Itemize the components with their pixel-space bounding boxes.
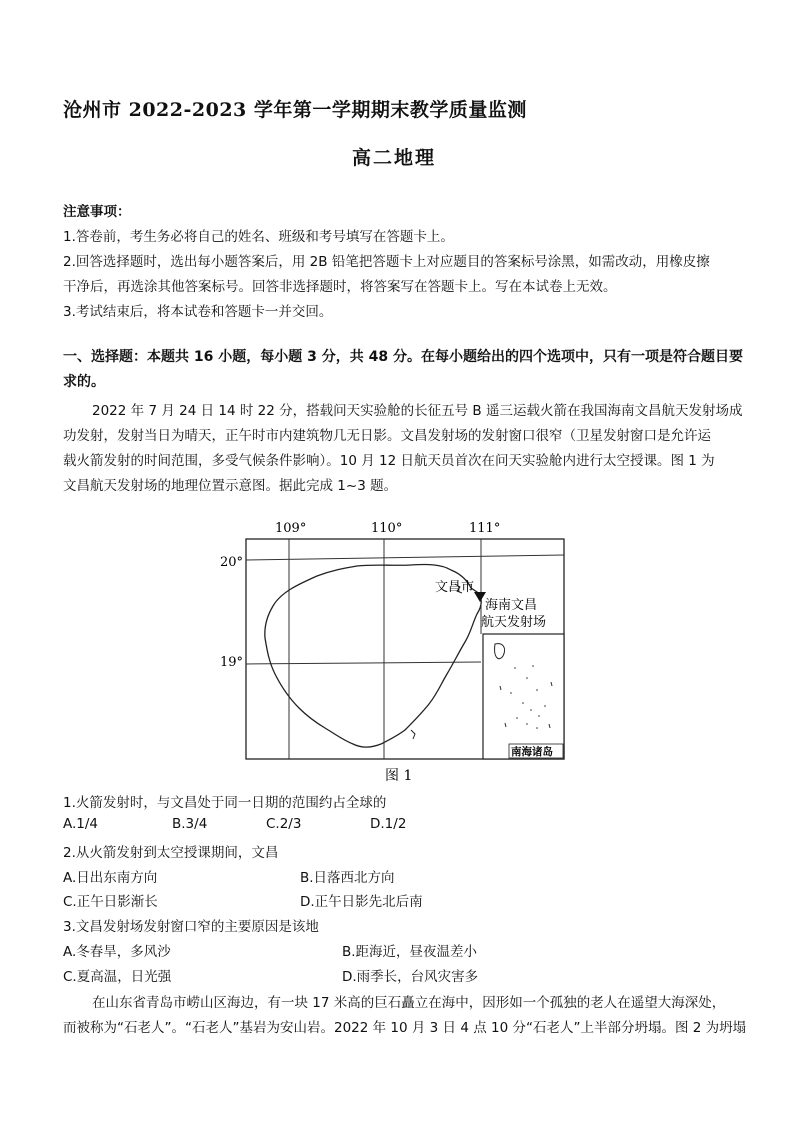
option-a: A.冬春旱，多风沙	[63, 944, 171, 960]
option-b: B.距海近，昼夜温差小	[342, 944, 478, 960]
hainan-map-figure	[215, 518, 575, 788]
section-heading: 一、选择题：本题共 16 小题，每小题 3 分，共 48 分。在每小题给出的四个选项中，只有一项是符合题目要	[63, 349, 743, 365]
passage-line: 而被称为“石老人”。“石老人”基岩为安山岩。2022 年 10 月 3 日 4 点 10 分“石老人”上半部分坍塌。图 2 为坍塌	[63, 1020, 747, 1036]
option-b: B.日落西北方向	[300, 870, 395, 886]
lon-label-110: 110°	[371, 521, 403, 536]
option-c: C.夏高温，日光强	[63, 969, 172, 985]
passage-line: 功发射，发射当日为晴天，正午时市内建筑物几无日影。文昌发射场的发射窗口很窄（卫星发射窗口是允许运	[63, 428, 711, 444]
notes-heading: 注意事项：	[63, 204, 131, 220]
option-d: D.雨季长，台风灾害多	[342, 969, 479, 985]
lon-label-109: 109°	[275, 521, 307, 536]
passage-line: 载火箭发射的时间范围，多受气候条件影响）。10 月 12 日航天员首次在问天实验舱内进行太空授课。图 1 为	[63, 453, 715, 469]
question-stem: 1.火箭发射时，与文昌处于同一日期的范围约占全球的	[63, 795, 387, 811]
option-a: A.1/4	[63, 816, 99, 832]
parallel-19	[246, 662, 481, 664]
note-item: 1.答卷前，考生务必将自己的姓名、班级和考号填写在答题卡上。	[63, 229, 454, 245]
lon-label-111: 111°	[469, 521, 501, 536]
coast-detail	[411, 730, 415, 739]
note-item: 干净后，再选涂其他答案标号。回答非选择题时，将答案写在答题卡上。写在本试卷上无效。	[63, 279, 617, 295]
question-stem: 3.文昌发射场发射窗口窄的主要原因是该地	[63, 919, 319, 935]
lat-label-19: 19°	[220, 655, 244, 670]
note-item: 2.回答选择题时，选出每小题答案后，用 2B 铅笔把答题卡上对应题目的答案标号涂黑，如需改动，用橡皮擦	[63, 254, 710, 270]
option-a: A.日出东南方向	[63, 870, 158, 886]
passage-line: 在山东省青岛市崂山区海边，有一块 17 米高的巨石矗立在海中，因形如一个孤独的老人在遥望大海深处，	[92, 995, 726, 1011]
parallel-20	[246, 555, 564, 560]
launch-site-label-1: 海南文昌	[485, 598, 538, 613]
option-b: B.3/4	[172, 816, 208, 832]
note-item: 3.考试结束后，将本试卷和答题卡一并交回。	[63, 304, 333, 320]
passage-line: 文昌航天发射场的地理位置示意图。据此完成 1~3 题。	[63, 478, 398, 494]
section-heading-cont: 求的。	[63, 374, 105, 390]
lat-label-20: 20°	[220, 555, 244, 570]
exam-subject: 高二地理	[352, 147, 437, 169]
option-d: D.正午日影先北后南	[300, 894, 423, 910]
option-c: C.正午日影渐长	[63, 894, 158, 910]
question-stem: 2.从火箭发射到太空授课期间，文昌	[63, 845, 279, 861]
inset-label: 南海诸岛	[511, 746, 553, 758]
option-d: D.1/2	[370, 816, 407, 832]
exam-title: 沧州市 2022-2023 学年第一学期期末教学质量监测	[63, 99, 527, 121]
city-label: 文昌市	[435, 580, 475, 595]
option-c: C.2/3	[266, 816, 302, 832]
launch-site-label-2: 航天发射场	[481, 615, 547, 630]
figure-caption: 图 1	[385, 768, 413, 784]
passage-line: 2022 年 7 月 24 日 14 时 22 分，搭载问天实验舱的长征五号 B 遥三运载火箭在我国海南文昌航天发射场成	[92, 403, 743, 419]
